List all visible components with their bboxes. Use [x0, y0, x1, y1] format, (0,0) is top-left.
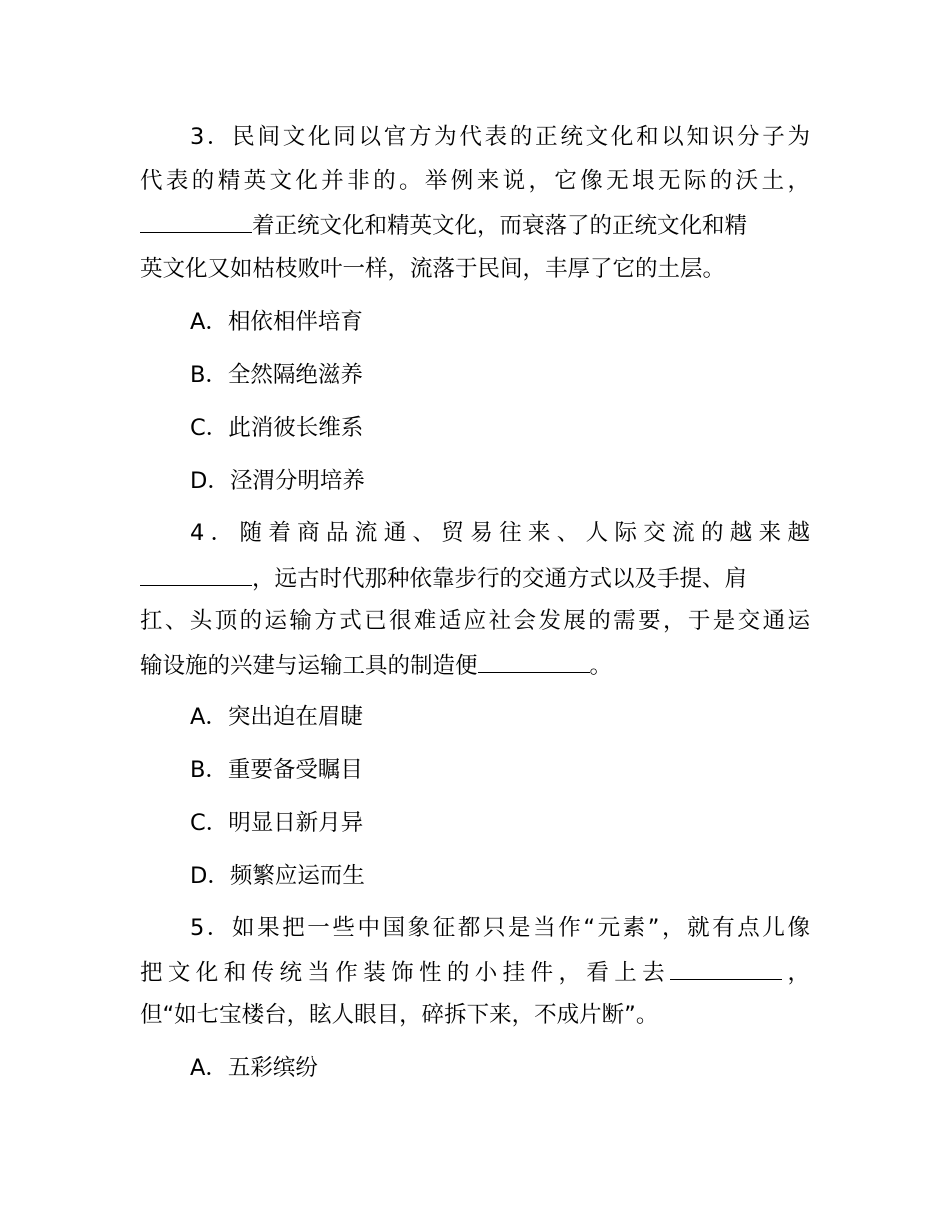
question-4-stem-line-2-text: ，远古时代那种依靠步行的交通方式以及手提、肩	[252, 566, 748, 592]
question-4-option-b: B．重要备受瞩目	[190, 757, 363, 783]
question-4-stem-line-4-end: 。	[589, 653, 613, 679]
fill-in-blank	[670, 957, 782, 980]
fill-in-blank	[478, 650, 590, 673]
question-3-stem-line-3	[140, 210, 810, 241]
question-4-stem-line-4	[140, 650, 810, 681]
question-3-option-b: B．全然隔绝滋养	[190, 362, 363, 388]
question-3-stem-line-4: 英文化又如枯枝败叶一样，流落于民间，丰厚了它的土层。	[140, 256, 726, 282]
question-3-option-d: D．泾渭分明培养	[190, 468, 365, 494]
fill-in-blank	[140, 210, 252, 233]
question-4-stem-line-3: 扛、头顶的运输方式已很难适应社会发展的需要，于是交通运	[140, 608, 810, 634]
question-5-stem-line-2-end: ，	[782, 960, 810, 986]
question-5-stem-line-2	[140, 957, 810, 988]
question-5-option-a: A．五彩缤纷	[190, 1055, 318, 1081]
question-4-stem-line-4-text: 输设施的兴建与运输工具的制造便	[140, 653, 478, 679]
question-3-option-a: A．相依相伴培育	[190, 309, 363, 335]
question-4-option-a: A．突出迫在眉睫	[190, 704, 363, 730]
question-4-stem-line-1: 4．随着商品流通、贸易往来、人际交流的越来越	[190, 520, 810, 546]
fill-in-blank	[140, 563, 252, 586]
question-3-option-c: C．此消彼长维系	[190, 415, 364, 441]
question-4-option-d: D．频繁应运而生	[190, 863, 365, 889]
question-3-stem-line-3-text: 着正统文化和精英文化，而衰落了的正统文化和精	[252, 213, 748, 239]
question-3-stem-line-1: 3．民间文化同以官方为代表的正统文化和以知识分子为	[190, 124, 810, 150]
question-5-stem-line-2-text: 把文化和传统当作装饰性的小挂件，看上去	[140, 960, 671, 986]
question-3-stem-line-2: 代表的精英文化并非的。举例来说，它像无垠无际的沃土，	[140, 168, 810, 194]
question-4-stem-line-2	[140, 563, 810, 594]
question-5-stem-line-1: 5．如果把一些中国象征都只是当作“元素”，就有点儿像	[190, 915, 810, 941]
question-5-stem-line-3: 但“如七宝楼台，眩人眼目，碎拆下来，不成片断”。	[140, 1002, 659, 1028]
question-4-option-c: C．明显日新月异	[190, 810, 364, 836]
